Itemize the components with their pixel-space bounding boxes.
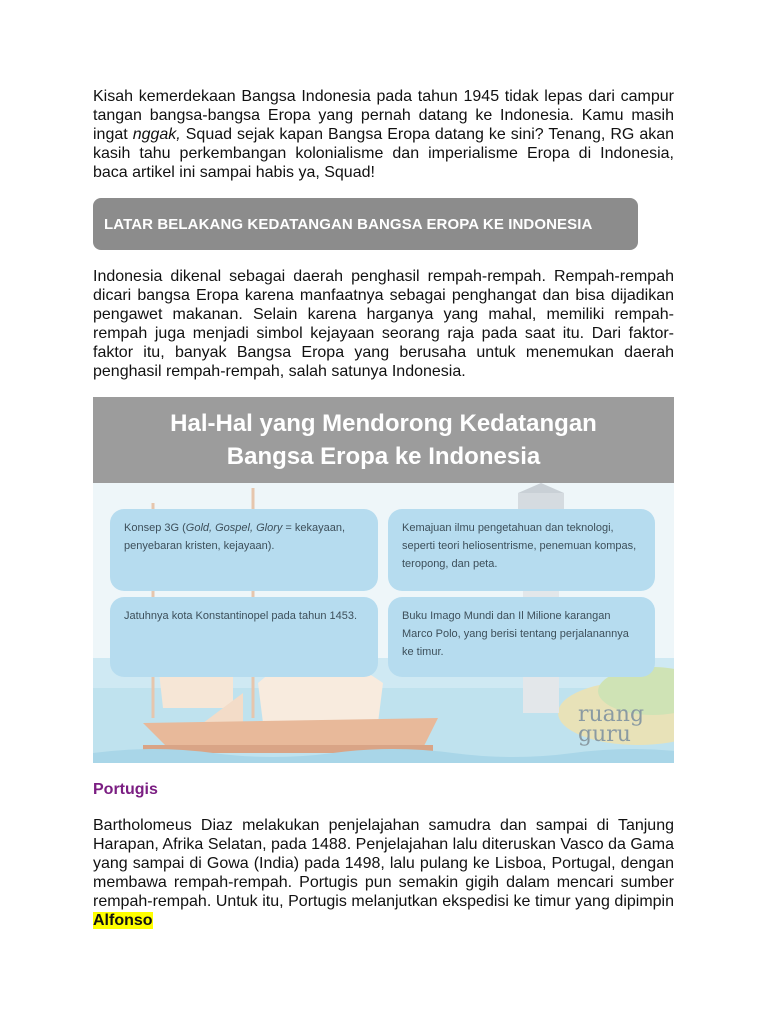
reason-card-marco-polo: Buku Imago Mundi dan Il Milione karangan Marco Polo, yang berisi tentang perjalanannya ke timur. xyxy=(388,597,655,677)
section-banner xyxy=(93,198,638,250)
portugis-paragraph xyxy=(93,816,674,930)
infographic-image xyxy=(93,397,674,763)
infographic-header xyxy=(93,397,674,483)
reason-card-3g xyxy=(110,509,378,591)
infographic-title-line1: Hal-Hal yang Mendorong Kedatangan xyxy=(170,410,597,437)
card1-text-end: = kekayaan, penyebaran kristen, kejayaan). xyxy=(124,522,346,552)
ruangguru-logo xyxy=(578,702,645,747)
highlighted-name: Alfonso xyxy=(93,912,153,929)
infographic-title-line2: Bangsa Eropa ke Indonesia xyxy=(226,443,541,470)
intro-paragraph xyxy=(93,87,674,182)
intro-text-end: Squad sejak kapan Bangsa Eropa datang ke sini? Tenang, RG akan kasih tahu perkembangan kolonialisme dan imperialisme Eropa di Indonesia, baca artikel ini sampai habis ya, Squad! xyxy=(93,126,675,181)
card1-italic: Gold, Gospel, Glory xyxy=(185,522,283,534)
portugis-heading: Portugis xyxy=(93,781,158,798)
reason-card-science: Kemajuan ilmu pengetahuan dan teknologi, seperti teori heliosentrisme, penemuan kompas, teropong, dan peta. xyxy=(388,509,655,591)
section-banner-title: LATAR BELAKANG KEDATANGAN BANGSA EROPA KE INDONESIA xyxy=(104,215,593,233)
logo-line1: ruang xyxy=(578,702,645,727)
card1-text-start: Konsep 3G ( xyxy=(124,522,186,534)
portugis-text: Bartholomeus Diaz melakukan penjelajahan samudra dan sampai di Tanjung Harapan, Afrika Selatan, pada 1488. Penjelajahan lalu diteruskan Vasco da Gama yang sampai di Gowa (India) pada 1498, lalu pulang ke Lisboa, Portugal, dengan membawa rempah-rempah. Portugis pun semakin gigih dalam mencari sumber rempah-rempah. Untuk itu, Portugis melanjutkan ekspedisi ke timur yang dipimpin xyxy=(93,817,674,910)
intro-italic-word: nggak, xyxy=(132,126,181,143)
reason-card-constantinople: Jatuhnya kota Konstantinopel pada tahun 1453. xyxy=(110,597,378,677)
logo-line2: guru xyxy=(578,722,631,747)
intro-text-start: Kisah kemerdekaan Bangsa Indonesia pada tahun 1945 tidak lepas dari campur tangan bangsa-bangsa Eropa yang pernah datang ke Indonesia. Kamu masih ingat xyxy=(93,88,674,143)
background-paragraph: Indonesia dikenal sebagai daerah penghasil rempah-rempah. Rempah-rempah dicari bangsa Eropa karena manfaatnya sebagai penghangat dan bisa dijadikan pengawet makanan. Selain karena harganya yang mahal, memiliki rempah-rempah juga menjadi simbol kejayaan seorang raja pada saat itu. Dari faktor-faktor itu, banyak Bangsa Eropa yang berusaha untuk menemukan daerah penghasil rempah-rempah, salah satunya Indonesia. xyxy=(93,268,674,380)
